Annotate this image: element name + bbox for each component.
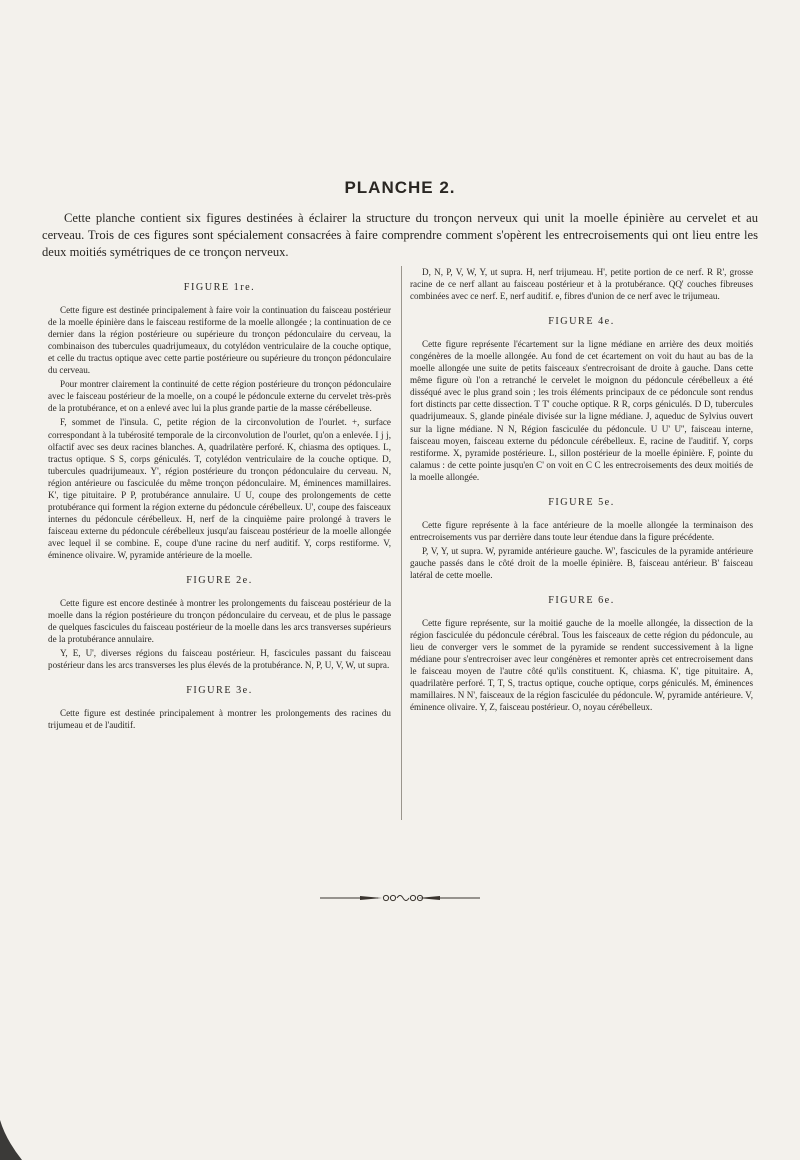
figure-6-paragraph: Cette figure représente, sur la moitié gauche de la moelle allongée, la dissection de la région fasciculée du pédoncule cérébral. Tous les faisceaux de cette région du pédoncule, au lieu de converger vers le sommet de la pyramide se rendent successivement à la ligne médiane pour s'entrecroiser avec leur congénères et remonter après cet entrecroisement dans le faisceau moyen de l'autre côté qu'ils constituent. K, chiasma. K', tige pituitaire. A, quadrilatère perforé. T, T, S, tractus optique, couche optique, corps géniculés. M, éminences mamillaires. N N', faisceaux de la région fasciculée du pédoncule. W, pyramide antérieure. V, éminence olivaire. Y, Z, faisceau postérieur. O, noyau cérébelleux. (410, 618, 753, 713)
figure-3-paragraph: Cette figure est destinée principalement à montrer les prolongements des racines du trijumeau et de l'auditif. (48, 708, 391, 731)
figure-2-heading: FIGURE 2e. (186, 575, 253, 587)
figure-6-heading: FIGURE 6e. (548, 595, 615, 607)
figure-2-paragraph: Cette figure est encore destinée à montrer les prolongements du faisceau postérieur de la moelle dans la région postérieure du tronçon pédonculaire du cerveau, et de plus le passage de quelques fascicules du faisceau postérieur de la moelle dans les arcs transverses supérieurs de la protubérance annulaire. (48, 598, 391, 645)
left-column (48, 256, 391, 734)
plate-title: PLANCHE 2. (344, 178, 456, 197)
figure-5-paragraph: Cette figure représente à la face antérieure de la moelle allongée la terminaison des entrecroisements vus par derrière dans toute leur étendue dans la figure précédente. (410, 519, 753, 542)
intro-paragraph: Cette planche contient six figures destinées à éclairer la structure du tronçon nerveux qui unit la moelle épinière au cervelet et au cerveau. Trois de ces figures sont spécialement consacrées à faire comprendre comment s'opèrent les entrecroisements qui ont lieu entre les deux moitiés symétriques de ce tronçon nerveux. (42, 211, 758, 259)
figure-5-heading: FIGURE 5e. (548, 496, 615, 508)
figure-2-legend: Y, E, U', diverses régions du faisceau postérieur. H, fascicules passant du faisceau postérieur dans les arcs transverses les plus élevés de la protubérance. N, P, U, V, W, ut supra. (48, 648, 391, 671)
figure-3-heading: FIGURE 3e. (186, 685, 253, 697)
figure-5-legend: P, V, Y, ut supra. W, pyramide antérieure gauche. W', fascicules de la pyramide antérieure gauche passés dans le côté droit de la moelle épinière. B, faisceau antérieur. B' faisceau latéral de cette moelle. (410, 545, 753, 580)
figure-4-heading: FIGURE 4e. (548, 316, 615, 328)
right-column (410, 256, 753, 715)
figure-1-paragraph: Cette figure est destinée principalement à faire voir la continuation du faisceau postérieur de la moelle épinière dans le faisceau restiforme de la moelle allongée ; la continuation de ce dernier dans la région postérieure ou supérieure du tronçon pédonculaire du cerveau, la combinaison des tubercules quadrijumeaux, du cotylédon ventriculaire de la couche optique, et celle du tractus optique avec cette partie postérieure ou supérieure du tronçon pédonculaire du cerveau. (48, 305, 391, 376)
column-divider (401, 266, 402, 820)
page-corner-shadow (0, 1100, 40, 1160)
ornament-rule-icon (320, 893, 480, 903)
figure-1-heading: FIGURE 1re. (183, 282, 256, 293)
figure-1-paragraph: Pour montrer clairement la continuité de cette région postérieure du tronçon pédonculaire avec le faisceau postérieur de la moelle, on a coupé le pédoncule externe du cervelet très-près de la protubérance, et on a enlevé avec lui la plus grande partie de la masse cérébelleuse. (48, 379, 391, 414)
figure-4-paragraph: Cette figure représente l'écartement sur la ligne médiane en arrière des deux moitiés congénères de la moelle allongée. Au fond de cet écartement on voit du haut au bas de la moelle allongée une suite de petits faisceaux s'entrecroisant de droite à gauche. Dans cette même figure où l'on a retranché le cervelet le moignon du pédoncule cérébelleux a été disséqué avec le plus grand soin ; les trois éléments principaux de ce pédoncule sont rendus fort distincts par cette dissection. T T' couche optique. R R, corps géniculés. D D, tubercules quadrijumeaux. S, glande pinéale divisée sur la ligne médiane. J, aqueduc de Sylvius ouvert sur la ligne médiane. N N, Région fasciculée du pédoncule. U U' U'', faisceau interne, faisceau moyen, faisceau externe du pédoncule cérébelleux. E, racine de l'auditif. Y, corps restiforme. X, pyramide postérieure. L, sillon postérieur de la moelle épinière. F, pointe du calamus : de cette pointe jusqu'en C' on voit en C C les entrecroisements des deux moitiés de la moelle allongée. (410, 339, 753, 482)
figure-1-legend: F, sommet de l'insula. C, petite région de la circonvolution de l'ourlet. +, surface correspondant à la tubérosité temporale de la circonvolution de l'ourlet, qu'on a enlevée. I j j, olfactif avec ses deux racines blanches. A, quadrilatère perforé. K, chiasma des optiques. L, tractus optique. S S, corps géniculés. T, cotylédon ventriculaire de la couche optique. D, tubercules quadrijumeaux. Y', région postérieure du tronçon pédonculaire du cerveau. N, région antérieure ou fasciculée du même tronçon pédonculaire. M, éminences mamillaires. K', tige pituitaire. P P, protubérance annulaire. U U, coupe des prolongements de cette protubérance qui forment la région externe du pédoncule cérébelleux. U', coupe des faisceaux internes du pédoncule cérébelleux. H, nerf de la cinquième paire prolongé à travers le faisceau externe du pédoncule cérébelleux jusqu'au faisceau postérieur de la moelle allongée avec lequel il se combine. E, coupe d'une racine du nerf auditif. Y, corps restiforme. V, éminence olivaire. W, pyramide antérieure de la moelle. (48, 417, 391, 560)
figure-3-legend: D, N, P, V, W, Y, ut supra. H, nerf trijumeau. H', petite portion de ce nerf. R R', grosse racine de ce nerf allant au faisceau postérieur et à la protubérance. QQ' couches fibreuses combinées avec ce nerf. E, nerf auditif. e, fibres d'union de ce nerf avec le trijumeau. (410, 267, 753, 302)
